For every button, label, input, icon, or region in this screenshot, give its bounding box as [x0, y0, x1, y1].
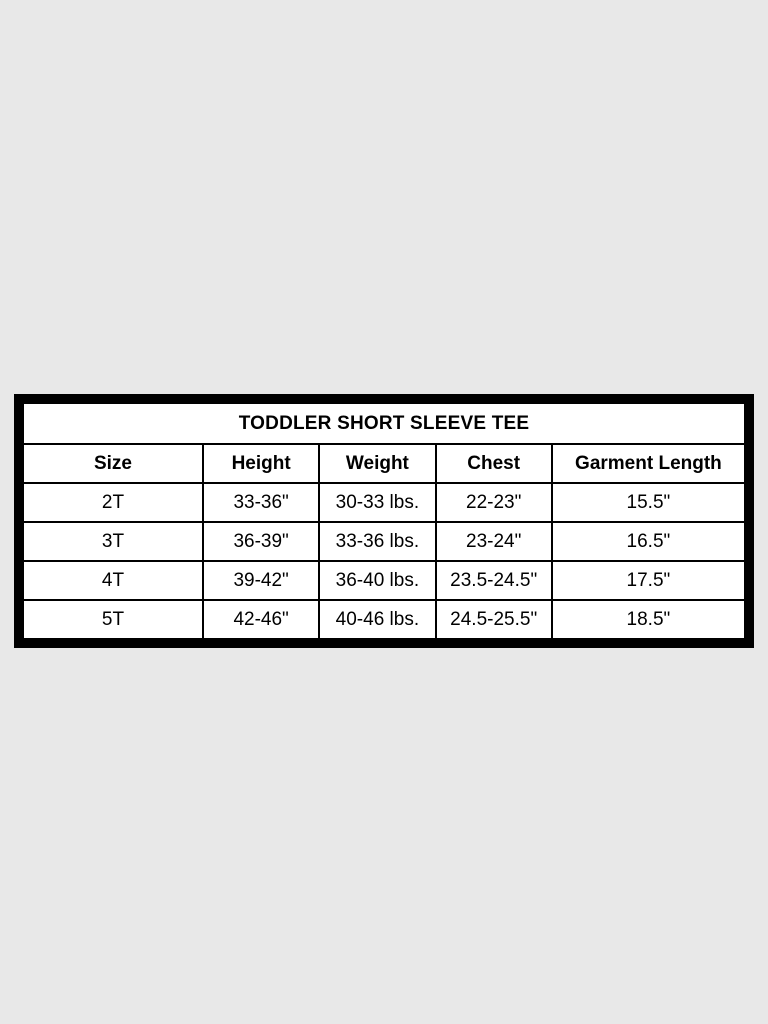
cell-chest: 23-24" [436, 522, 552, 561]
cell-chest: 24.5-25.5" [436, 600, 552, 639]
size-chart-table [22, 402, 746, 640]
size-chart-header [23, 403, 745, 483]
cell-height: 36-39" [203, 522, 319, 561]
column-header-weight: Weight [319, 444, 435, 483]
column-header-size: Size [23, 444, 203, 483]
cell-weight: 40-46 lbs. [319, 600, 435, 639]
cell-size: 4T [23, 561, 203, 600]
column-header-chest: Chest [436, 444, 552, 483]
cell-garment-length: 16.5" [552, 522, 745, 561]
chart-title: TODDLER SHORT SLEEVE TEE [23, 403, 745, 444]
table-row [23, 483, 745, 522]
cell-weight: 30-33 lbs. [319, 483, 435, 522]
table-header-row [23, 444, 745, 483]
cell-size: 5T [23, 600, 203, 639]
cell-weight: 33-36 lbs. [319, 522, 435, 561]
table-row [23, 561, 745, 600]
cell-weight: 36-40 lbs. [319, 561, 435, 600]
cell-chest: 23.5-24.5" [436, 561, 552, 600]
cell-height: 33-36" [203, 483, 319, 522]
size-chart-body [23, 483, 745, 639]
cell-height: 42-46" [203, 600, 319, 639]
cell-chest: 22-23" [436, 483, 552, 522]
cell-garment-length: 18.5" [552, 600, 745, 639]
cell-garment-length: 17.5" [552, 561, 745, 600]
cell-height: 39-42" [203, 561, 319, 600]
table-title-row [23, 403, 745, 444]
table-row [23, 600, 745, 639]
column-header-garment-length: Garment Length [552, 444, 745, 483]
size-chart-container [14, 394, 754, 648]
cell-size: 2T [23, 483, 203, 522]
cell-size: 3T [23, 522, 203, 561]
column-header-height: Height [203, 444, 319, 483]
table-row [23, 522, 745, 561]
cell-garment-length: 15.5" [552, 483, 745, 522]
